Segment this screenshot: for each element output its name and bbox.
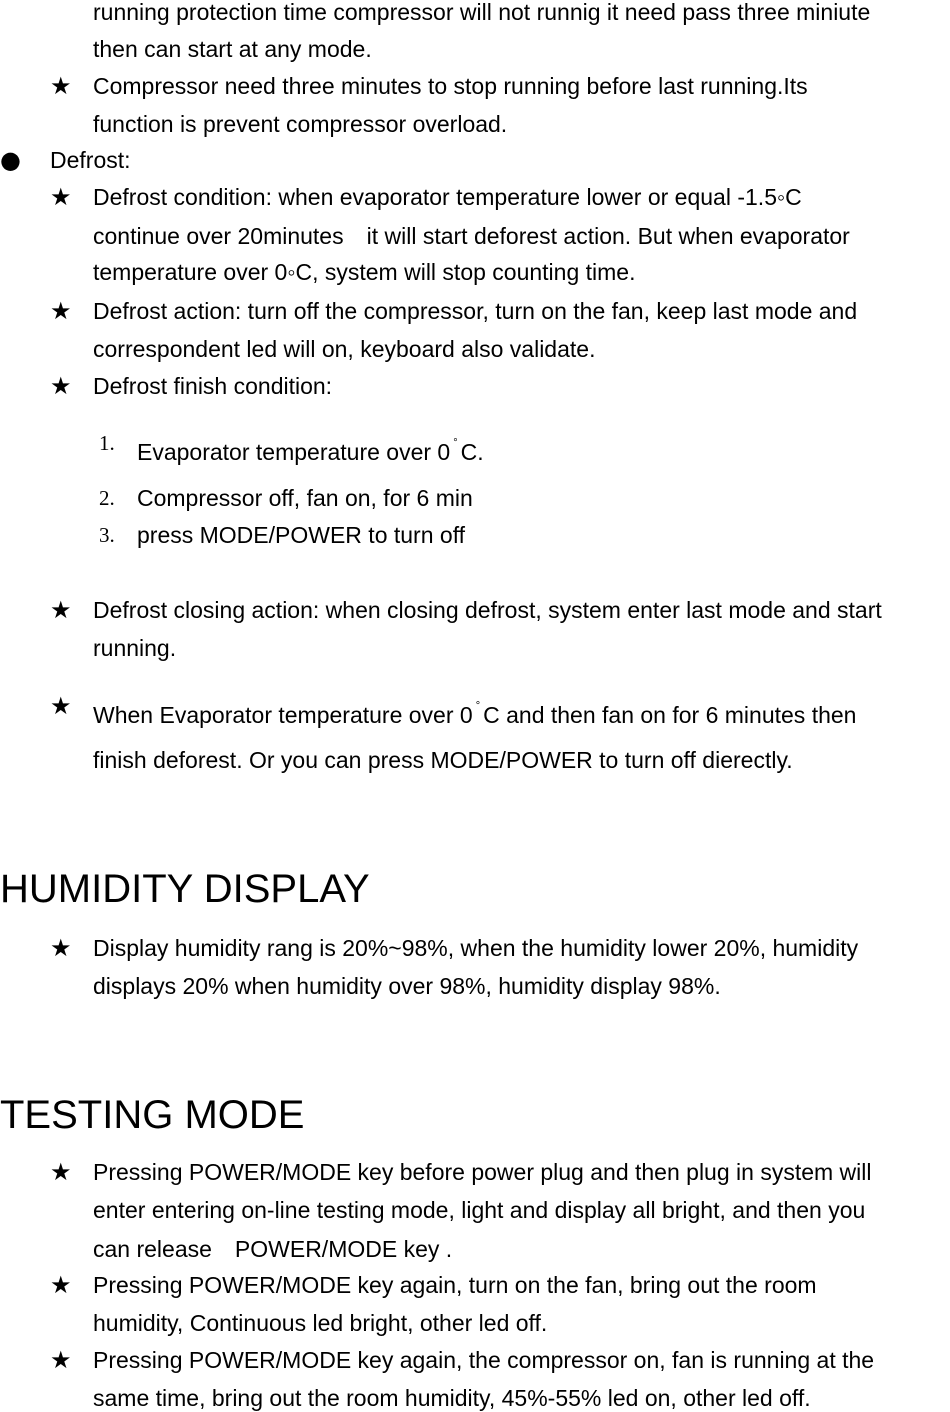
- paragraph-line: Compressor need three minutes to stop running before last running.Its: [93, 73, 808, 99]
- paragraph-line: temperature over 0◦C, system will stop counting time.: [93, 259, 636, 285]
- paragraph-line: enter entering on-line testing mode, light and display all bright, and then you: [93, 1197, 866, 1223]
- paragraph-line: displays 20% when humidity over 98%, humidity display 98%.: [93, 973, 721, 999]
- list-item: Compressor off, fan on, for 6 min: [137, 485, 473, 511]
- star-bullet-icon: ★: [50, 934, 72, 962]
- star-bullet-icon: ★: [50, 372, 72, 400]
- list-number: 1.: [99, 431, 115, 455]
- paragraph-text: C and then fan on for 6 minutes then: [483, 702, 857, 728]
- paragraph-line: function is prevent compressor overload.: [93, 111, 508, 137]
- paragraph-line: humidity, Continuous led bright, other led off.: [93, 1310, 548, 1336]
- paragraph-line: Pressing POWER/MODE key again, the compressor on, fan is running at the: [93, 1347, 875, 1373]
- star-bullet-icon: ★: [50, 596, 72, 624]
- degree-mark: °: [453, 437, 458, 449]
- star-bullet-icon: ★: [50, 1158, 72, 1186]
- paragraph-line: correspondent led will on, keyboard also validate.: [93, 336, 596, 362]
- star-bullet-icon: ★: [50, 1346, 72, 1374]
- paragraph-line: Defrost action: turn off the compressor, turn on the fan, keep last mode and: [93, 298, 858, 324]
- paragraph-line: Display humidity rang is 20%~98%, when the humidity lower 20%, humidity: [93, 935, 859, 961]
- defrost-label: Defrost:: [50, 147, 131, 173]
- paragraph-line: running.: [93, 635, 177, 661]
- paragraph-line: Defrost condition: when evaporator temperature lower or equal -1.5◦C: [93, 184, 802, 210]
- list-item: press MODE/POWER to turn off: [137, 522, 466, 548]
- paragraph-line: Pressing POWER/MODE key before power plug and then plug in system will: [93, 1159, 872, 1185]
- paragraph-text: When Evaporator temperature over 0: [93, 702, 473, 728]
- section-heading-testing: TESTING MODE: [0, 1093, 305, 1137]
- paragraph-line: Pressing POWER/MODE key again, turn on the fan, bring out the room: [93, 1272, 817, 1298]
- section-heading-humidity: HUMIDITY DISPLAY: [0, 867, 370, 911]
- list-item: [137, 429, 484, 466]
- star-bullet-icon: ★: [50, 72, 72, 100]
- list-item-text: C.: [460, 439, 484, 465]
- paragraph-line: finish deforest. Or you can press MODE/POWER to turn off dierectly.: [93, 747, 793, 773]
- paragraph-line: then can start at any mode.: [93, 36, 372, 62]
- paragraph-line: Defrost closing action: when closing defrost, system enter last mode and start: [93, 597, 882, 623]
- star-bullet-icon: ★: [50, 297, 72, 325]
- degree-mark: °: [475, 700, 481, 712]
- list-number: 2.: [99, 486, 115, 510]
- paragraph-line: [93, 692, 856, 729]
- paragraph-line: can release POWER/MODE key .: [93, 1236, 453, 1262]
- list-number: 3.: [99, 523, 115, 547]
- paragraph-line: continue over 20minutes it will start deforest action. But when evaporator: [93, 223, 850, 249]
- list-item-text: Evaporator temperature over 0: [137, 439, 451, 465]
- star-bullet-icon: ★: [50, 692, 72, 720]
- finish-condition-label: Defrost finish condition:: [93, 373, 333, 399]
- star-bullet-icon: ★: [50, 1271, 72, 1299]
- round-bullet-icon: ●: [0, 146, 21, 174]
- paragraph-line: same time, bring out the room humidity, 45%-55% led on, other led off.: [93, 1385, 811, 1411]
- star-bullet-icon: ★: [50, 183, 72, 211]
- paragraph-line: running protection time compressor will not runnig it need pass three miniute: [93, 0, 871, 25]
